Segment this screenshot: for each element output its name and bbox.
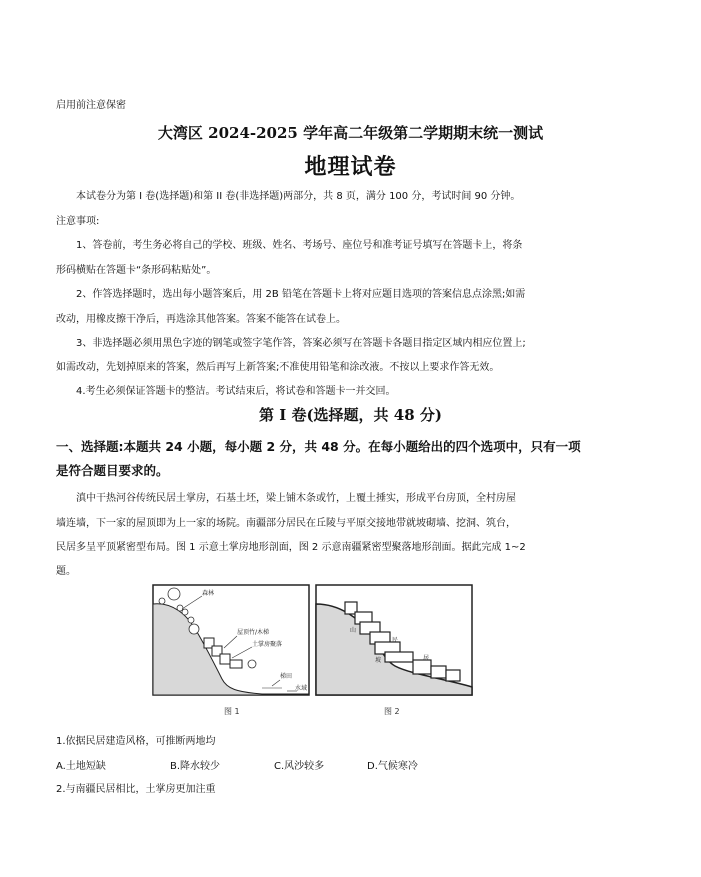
- note-2-line-2: 改动，用橡皮擦干净后，再选涂其他答案。答案不能答在试卷上。: [56, 314, 346, 325]
- subject-title: 地理试卷: [304, 154, 397, 180]
- intro-text: 本试卷分为第 I 卷(选择题)和第 II 卷(非选择题)两部分，共 8 页，满分 100 分，考试时间 90 分钟。: [76, 191, 521, 202]
- label-shan: 山: [350, 627, 357, 634]
- notes-heading: 注意事项:: [56, 216, 100, 227]
- question-1-option-d: D.气候寒冷: [367, 761, 418, 772]
- label-village: 土掌房聚落: [252, 641, 283, 648]
- label-terrace: 梯田: [280, 673, 293, 680]
- question-1-option-a: A.土地短缺: [56, 761, 106, 772]
- label-water: 水域: [295, 685, 308, 692]
- passage-line-4: 题。: [56, 566, 76, 577]
- figure-1-terrain-profile: [152, 584, 310, 696]
- label-po: 坡: [375, 657, 382, 664]
- question-1-option-b: B.降水较少: [170, 761, 221, 772]
- label-forest: 森林: [202, 590, 215, 597]
- figure-1-caption: 图 1: [224, 707, 240, 716]
- note-4: 4.考生必须保证答题卡的整洁。考试结束后，将试卷和答题卡一并交回。: [76, 386, 396, 397]
- section-instruction-line-2: 是符合题目要求的。: [56, 463, 169, 478]
- note-2-line-1: 2、作答选择题时，选出每小题答案后，用 2B 铅笔在答题卡上将对应题目选项的答案信息点涂黑;如需: [76, 289, 526, 300]
- note-1-line-2: 形码横贴在答题卡“条形码粘贴处”。: [56, 265, 217, 276]
- note-1-line-1: 1、答卷前，考生务必将自己的学校、班级、姓名、考场号、座位号和准考证号填写在答题卡上，将条: [76, 240, 523, 251]
- passage-line-3: 民居多呈平顶紧密型布局。图 1 示意土掌房地形剖面，图 2 示意南疆紧密型聚落地形剖面。据此完成 1~2: [56, 542, 526, 553]
- passage-line-1: 滇中干热河谷传统民居土掌房，石基土坯，梁上铺木条或竹，上覆土捶实，形成平台房顶，全村房屋: [76, 493, 516, 504]
- passage-line-2: 墙连墙，下一家的屋顶即为上一家的场院。南疆部分居民在丘陵与平原交接地带就坡砌墙、挖洞、筑台，: [56, 518, 516, 529]
- section-instruction-line-1: 一、选择题:本题共 24 小题，每小题 2 分，共 48 分。在每小题给出的四个选项中，只有一项: [56, 439, 581, 454]
- note-3-line-1: 3、非选择题必须用黑色字迹的钢笔或签字笔作答，答案必须写在答题卡各题目指定区域内相应位置上;: [76, 338, 526, 349]
- question-1-option-c: C.风沙较多: [274, 761, 325, 772]
- exam-title: 大湾区 2024-2025 学年高二年级第二学期期末统一测试: [157, 124, 544, 142]
- label-min: 民: [392, 637, 399, 644]
- figure-2-caption: 图 2: [384, 707, 400, 716]
- question-1-stem: 1.依据民居建造风格，可推断两地均: [56, 736, 216, 747]
- label-ju: 居: [423, 655, 430, 662]
- note-3-line-2: 如需改动，先划掉原来的答案，然后再写上新答案;不准使用铅笔和涂改液。不按以上要求作答无效。: [56, 362, 500, 373]
- label-roof: 屋顶竹/木梯: [237, 629, 270, 636]
- figure-2-terrain-profile: [315, 584, 473, 696]
- question-2-stem: 2.与南疆民居相比，土掌房更加注重: [56, 784, 216, 795]
- confidential-notice: 启用前注意保密: [56, 100, 126, 111]
- section-title: 第 I 卷(选择题，共 48 分): [259, 406, 442, 424]
